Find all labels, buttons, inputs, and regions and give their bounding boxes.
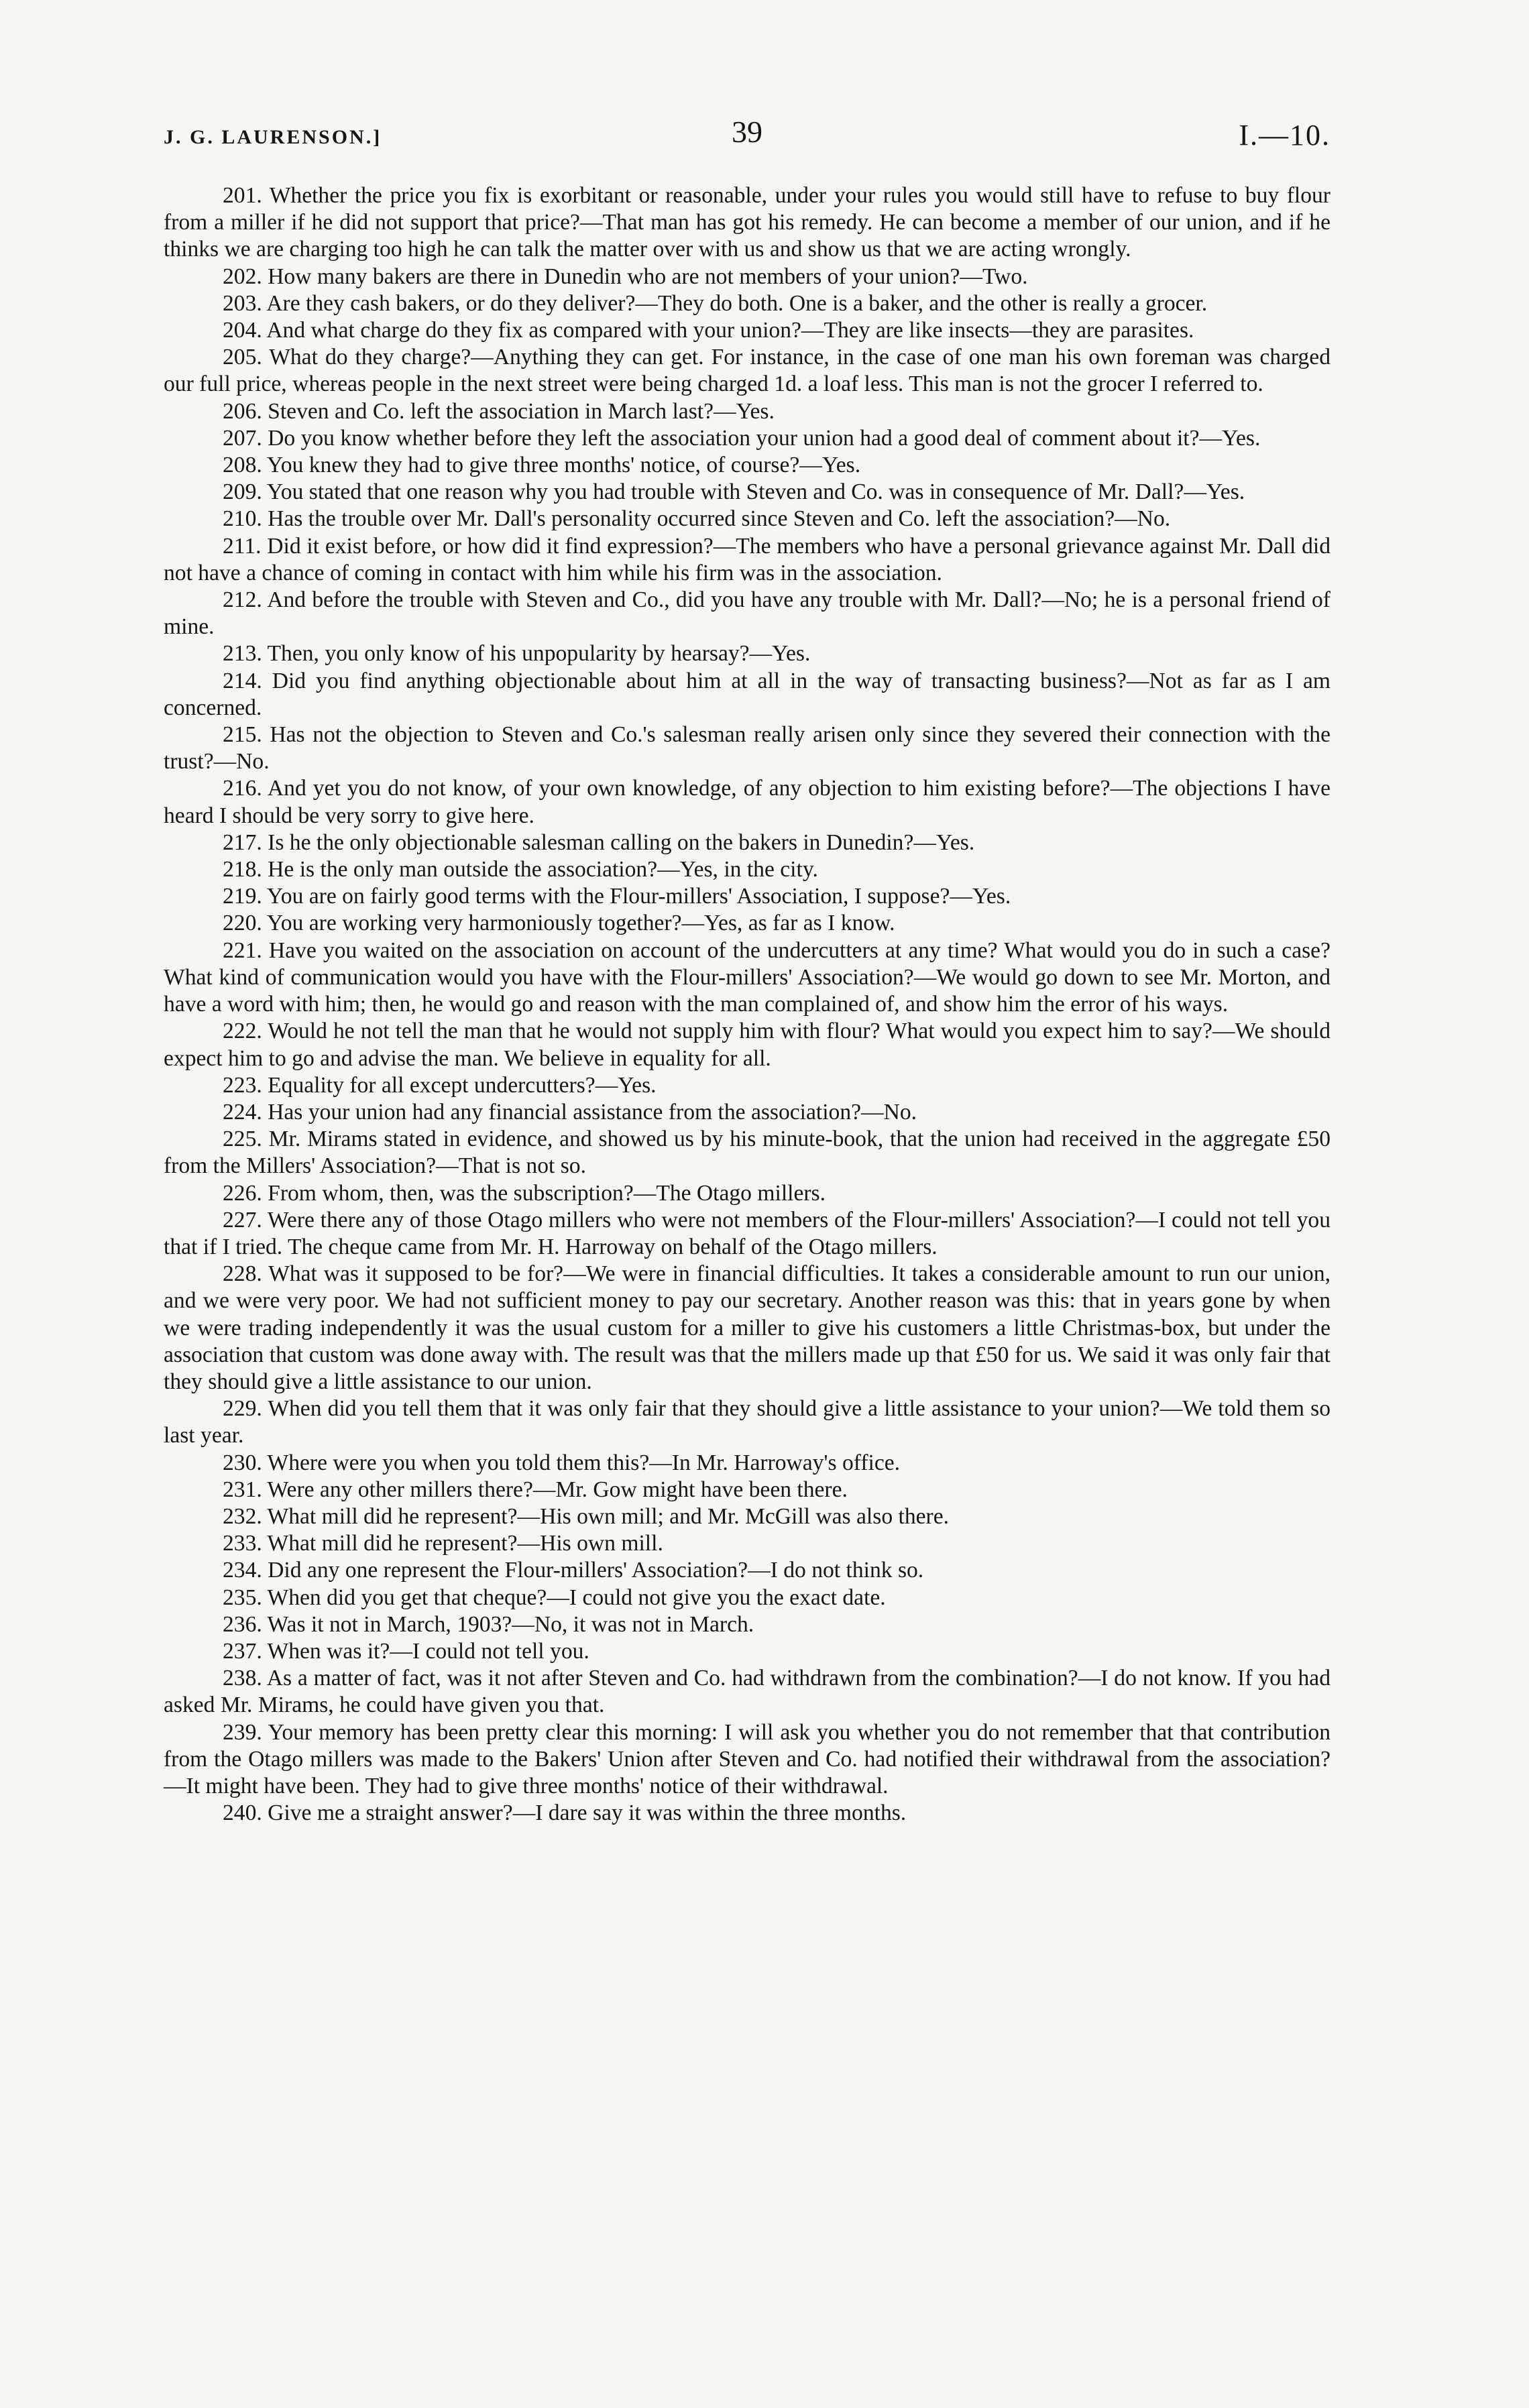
qa-paragraph: 235. When did you get that cheque?—I could not give you the exact date. [223, 1585, 886, 1610]
qa-paragraph: 240. Give me a straight answer?—I dare say it was within the three months. [223, 1800, 907, 1826]
page-header [164, 114, 1330, 161]
qa-paragraph: 237. When was it?—I could not tell you. [223, 1638, 589, 1664]
qa-paragraph: 207. Do you know whether before they left the association your union had a good deal of comment about it?—Yes. [223, 425, 1261, 451]
qa-paragraph: 232. What mill did he represent?—His own mill; and Mr. McGill was also there. [223, 1503, 950, 1529]
qa-paragraph: 212. And before the trouble with Steven and Co., did you have any trouble with Mr. Dall?—No; he is a personal friend of mine. [164, 587, 1330, 640]
qa-paragraph: 236. Was it not in March, 1903?—No, it was not in March. [223, 1611, 754, 1637]
qa-paragraph: 217. Is he the only objectionable salesman calling on the bakers in Dunedin?—Yes. [223, 829, 975, 855]
qa-paragraph: 206. Steven and Co. left the association in March last?—Yes. [223, 398, 775, 424]
qa-paragraph: 228. What was it supposed to be for?—We were in financial difficulties. It takes a considerable amount to run our union, and we were very poor. We had not sufficient money to pay our secretary. Another reason was this: that in years gone by when we were trading independently it was the usual custom for a miller to give his customers a little Christmas-box, but under the association that custom was done away with. The result was that the millers made up that £50 for us. We said it was only fair that they should give a little assistance to our union. [164, 1261, 1330, 1394]
qa-paragraph: 215. Has not the objection to Steven and Co.'s salesman really arisen only since they severed their connection with the trust?—No. [164, 722, 1330, 775]
qa-paragraph: 202. How many bakers are there in Dunedin who are not members of your union?—Two. [223, 264, 1028, 289]
qa-paragraph: 203. Are they cash bakers, or do they deliver?—They do both. One is a baker, and the other is really a grocer. [223, 290, 1208, 316]
qa-paragraph: 204. And what charge do they fix as compared with your union?—They are like insects—they are parasites. [223, 318, 1194, 343]
qa-paragraph: 227. Were there any of those Otago millers who were not members of the Flour-millers' Association?—I could not tell you that if I tried. The cheque came from Mr. H. Harroway on behalf of the Otago millers. [164, 1207, 1330, 1259]
qa-paragraph: 239. Your memory has been pretty clear this morning: I will ask you whether you do not remember that that contribution from the Otago millers was made to the Bakers' Union after Steven and Co. had notified their withdrawal from the association?—It might have been. They had to give three months' notice of their withdrawal. [164, 1719, 1330, 1798]
qa-paragraph: 222. Would he not tell the man that he would not supply him with flour? What would you expect him to say?—We should expect him to go and advise the man. We believe in equality for all. [164, 1019, 1330, 1071]
qa-paragraph: 234. Did any one represent the Flour-millers' Association?—I do not think so. [223, 1558, 924, 1583]
qa-paragraph: 219. You are on fairly good terms with the Flour-millers' Association, I suppose?—Yes. [223, 884, 1011, 909]
qa-paragraph: 225. Mr. Mirams stated in evidence, and showed us by his minute-book, that the union had received in the aggregate £50 from the Millers' Association?—That is not so. [164, 1127, 1330, 1179]
qa-paragraph: 230. Where were you when you told them this?—In Mr. Harroway's office. [223, 1450, 901, 1475]
qa-paragraph: 220. You are working very harmoniously together?—Yes, as far as I know. [223, 911, 895, 936]
testimony-body [164, 182, 1330, 1827]
qa-paragraph: 223. Equality for all except undercutters?—Yes. [223, 1072, 657, 1098]
qa-paragraph: 231. Were any other millers there?—Mr. Gow might have been there. [223, 1477, 848, 1502]
qa-paragraph: 213. Then, you only know of his unpopularity by hearsay?—Yes. [223, 641, 811, 667]
qa-paragraph: 216. And yet you do not know, of your own knowledge, of any objection to him existing before?—The objections I have heard I should be very sorry to give here. [164, 776, 1330, 828]
qa-paragraph: 214. Did you find anything objectionable about him at all in the way of transacting business?—Not as far as I am concerned. [164, 668, 1330, 720]
qa-paragraph: 210. Has the trouble over Mr. Dall's personality occurred since Steven and Co. left the association?—No. [223, 506, 1171, 532]
page-number: 39 [732, 115, 762, 149]
qa-paragraph: 226. From whom, then, was the subscription?—The Otago millers. [223, 1180, 826, 1206]
qa-paragraph: 209. You stated that one reason why you had trouble with Steven and Co. was in consequence of Mr. Dall?—Yes. [223, 479, 1245, 505]
qa-paragraph: 218. He is the only man outside the association?—Yes, in the city. [223, 857, 818, 882]
qa-paragraph: 211. Did it exist before, or how did it find expression?—The members who have a personal grievance against Mr. Dall did not have a chance of coming in contact with him while his firm was in the association. [164, 533, 1330, 585]
qa-paragraph: 205. What do they charge?—Anything they can get. For instance, in the case of one man his own foreman was charged our full price, whereas people in the next street were being charged 1d. a loaf less. This man is not the grocer I referred to. [164, 345, 1330, 397]
qa-paragraph: 201. Whether the price you fix is exorbitant or reasonable, under your rules you would still have to refuse to buy flour from a miller if he did not support that price?—That man has got his remedy. He can become a member of our union, and if he thinks we are charging too high he can talk the matter over with us and show us that we are acting wrongly. [164, 183, 1330, 262]
witness-name: J. G. LAURENSON.] [164, 126, 382, 148]
qa-paragraph: 238. As a matter of fact, was it not after Steven and Co. had withdrawn from the combination?—I do not know. If you had asked Mr. Mirams, he could have given you that. [164, 1666, 1330, 1718]
qa-paragraph: 208. You knew they had to give three months' notice, of course?—Yes. [223, 453, 861, 478]
qa-paragraph: 233. What mill did he represent?—His own mill. [223, 1531, 663, 1556]
qa-paragraph: 221. Have you waited on the association on account of the undercutters at any time? What would you do in such a case? What kind of communication would you have with the Flour-millers' Association?—We would go down to see Mr. Morton, and have a word with him; then, he would go and reason with the man complained of, and show him the error of his ways. [164, 937, 1330, 1017]
paper-reference: I.—10. [1239, 119, 1330, 152]
qa-paragraph: 229. When did you tell them that it was only fair that they should give a little assistance to your union?—We told them so last year. [164, 1396, 1330, 1448]
qa-paragraph: 224. Has your union had any financial assistance from the association?—No. [223, 1099, 917, 1125]
